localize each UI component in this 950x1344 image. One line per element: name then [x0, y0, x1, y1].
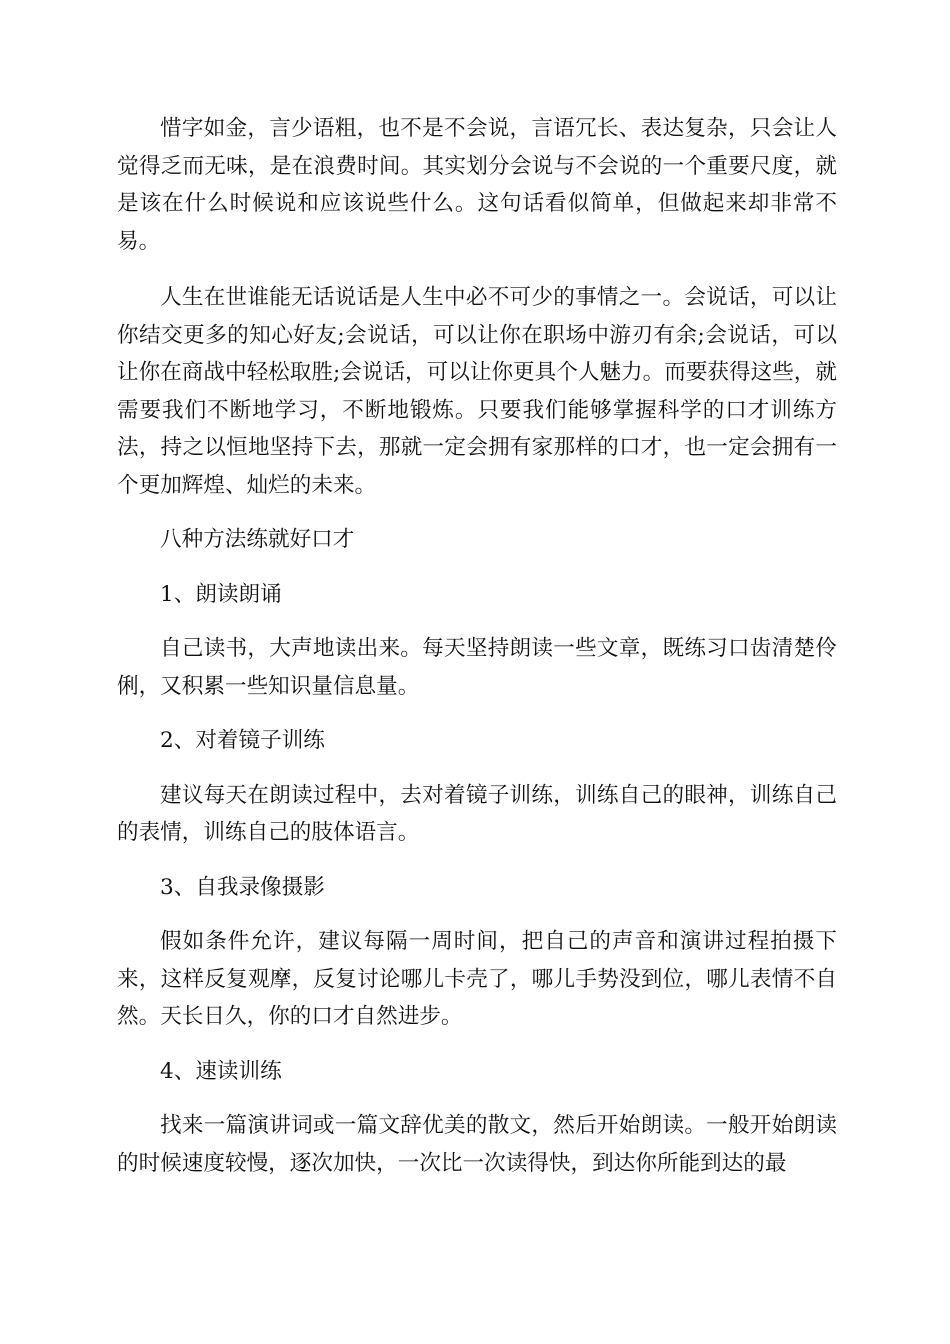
method-heading-2: 2、对着镜子训练: [160, 728, 325, 753]
method-body-3: 假如条件允许，建议每隔一周时间，把自己的声音和演讲过程拍摄下来，这样反复观摩，反复讨论哪儿卡壳了，哪儿手势没到位，哪儿表情不自然。天长日久，你的口才自然进步。: [117, 929, 837, 1029]
method-heading-4: 4、速读训练: [160, 1058, 282, 1084]
paragraph-life-speaking: 人生在世谁能无话说话是人生中必不可少的事情之一。会说话，可以让你结交更多的知心好友;会说话，可以让你在职场中游刃有余;会说话，可以让你在商战中轻松取胜;会说话，可以让你更具个人魅力。而要获得这些，就需要我们不断地学习，不断地锻炼。只要我们能够掌握科学的口才训练方法，持之以恒地坚持下去，那就一定会拥有家那样的口才，也一定会拥有一个更加辉煌、灿烂的未来。: [117, 285, 837, 498]
method-body-1: 自己读书，大声地读出来。每天坚持朗读一些文章，既练习口齿清楚伶俐，又积累一些知识量信息量。: [117, 636, 837, 699]
method-heading-1: 1、朗读朗诵: [160, 581, 282, 607]
document-body: [117, 110, 837, 1182]
method-heading-3: 3、自我录像摄影: [160, 874, 325, 900]
section-heading: 八种方法练就好口才: [160, 527, 355, 552]
method-body-4: 找来一篇演讲词或一篇文辞优美的散文，然后开始朗读。一般开始朗读的时候速度较慢，逐次加快，一次比一次读得快，到达你所能到达的最: [117, 1113, 837, 1176]
method-body-2: 建议每天在朗读过程中，去对着镜子训练，训练自己的眼神，训练自己的表情，训练自己的肢体语言。: [117, 782, 837, 845]
paragraph-intro: 惜字如金，言少语粗，也不是不会说，言语冗长、表达复杂，只会让人觉得乏而无味，是在浪费时间。其实划分会说与不会说的一个重要尺度，就是该在什么时候说和应该说些什么。这句话看似简单，但做起来却非常不易。: [117, 116, 837, 254]
